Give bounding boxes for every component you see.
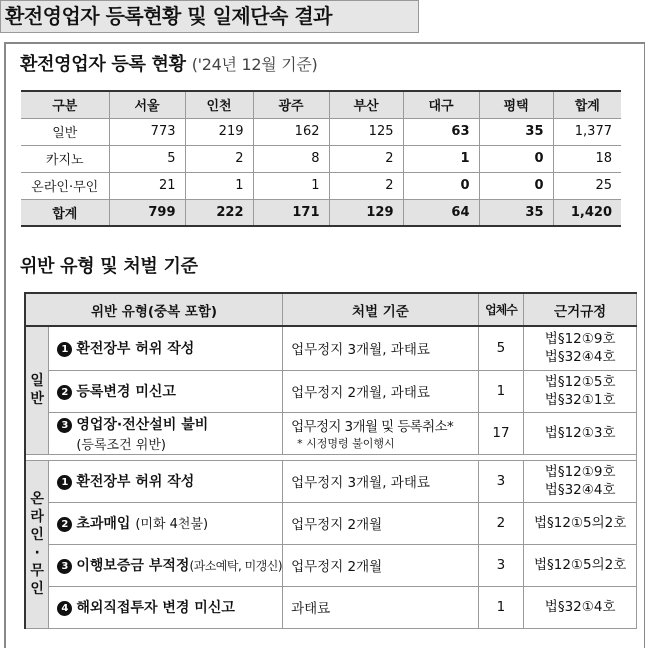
- table-row: [25, 460, 637, 502]
- cell: 21: [109, 172, 185, 199]
- col-header: 구분: [21, 91, 109, 118]
- table-row: [21, 118, 621, 145]
- violation-name-detail: (과소예탁, 미갱신): [189, 559, 283, 573]
- company-count: 1: [478, 370, 524, 412]
- table-row: [21, 145, 621, 172]
- penalty-text: 업무정지 3개월 및 등록취소*: [291, 419, 454, 435]
- legal-basis: [524, 502, 637, 544]
- item-number: 4: [57, 601, 72, 616]
- company-count: 2: [478, 502, 524, 544]
- table-row: [21, 172, 621, 199]
- cell: 0: [479, 145, 553, 172]
- registration-subtitle: ('24년 12월 기준): [191, 55, 318, 74]
- law-ref: 법§12①9호: [544, 331, 616, 348]
- legal-basis: [524, 370, 637, 412]
- violation-name: 환전장부 허위 작성: [76, 474, 195, 490]
- table-row: [25, 370, 637, 412]
- cell: 125: [329, 118, 403, 145]
- cell: 162: [253, 118, 329, 145]
- penalty: [283, 412, 479, 454]
- table-row: [25, 586, 637, 628]
- cell: 63: [403, 118, 479, 145]
- cell: 0: [479, 172, 553, 199]
- col-header: 인천: [185, 91, 253, 118]
- penalty: 업무정지 2개월: [283, 544, 479, 586]
- cell: 219: [185, 118, 253, 145]
- cell: 773: [109, 118, 185, 145]
- cell: 129: [329, 199, 403, 226]
- item-number: 3: [57, 559, 72, 574]
- cell: 2: [185, 145, 253, 172]
- row-label: 합계: [21, 199, 109, 226]
- item-number: 2: [57, 517, 72, 532]
- col-header: 평택: [479, 91, 553, 118]
- col-header: 광주: [253, 91, 329, 118]
- penalty: 업무정지 3개월, 과태료: [283, 326, 479, 370]
- cell: 1: [253, 172, 329, 199]
- law-ref: 법§12①5의2호: [533, 515, 627, 531]
- violation-type: [49, 412, 283, 454]
- violation-name: 환전장부 허위 작성: [76, 341, 195, 358]
- cell: 25: [553, 172, 621, 199]
- row-label: 온라인·무인: [21, 172, 109, 199]
- company-count: 3: [478, 544, 524, 586]
- violation-name: 해외직접투자 변경 미신고: [76, 600, 235, 616]
- legal-basis: [524, 544, 637, 586]
- law-ref: 법§32④4호: [544, 482, 616, 498]
- legal-basis: [524, 586, 637, 628]
- cell: 171: [253, 199, 329, 226]
- legal-basis: [524, 326, 637, 370]
- cell: 799: [109, 199, 185, 226]
- violation-name-detail: (등록조건 위반): [76, 437, 166, 453]
- col-header: 위반 유형(중복 포함): [25, 293, 283, 326]
- penalty-note: * 시정명령 불이행시: [297, 437, 395, 450]
- table-row: [25, 412, 637, 454]
- violations-title: 위반 유형 및 처벌 기준: [20, 256, 198, 277]
- law-ref: 법§32①4호: [544, 599, 616, 615]
- cell: 35: [479, 199, 553, 226]
- law-ref: 법§32①1호: [544, 392, 616, 408]
- cell: 8: [253, 145, 329, 172]
- col-header: 업체수: [478, 293, 524, 326]
- violation-name: 이행보증금 부적정: [76, 558, 190, 574]
- col-header: 대구: [403, 91, 479, 118]
- group-label: [25, 460, 49, 628]
- item-number: 2: [57, 385, 72, 400]
- violation-type: [49, 370, 283, 412]
- item-number: 3: [57, 418, 72, 433]
- violations-section-title: [20, 252, 198, 278]
- table-row: [25, 544, 637, 586]
- registration-section-title: [20, 50, 317, 76]
- penalty: 업무정지 2개월, 과태료: [283, 370, 479, 412]
- total-row: [21, 199, 621, 226]
- violation-type: [49, 544, 283, 586]
- law-ref: 법§12①5의2호: [533, 557, 627, 573]
- penalty: 업무정지 3개월, 과태료: [283, 460, 479, 502]
- col-header: 근거규정: [524, 293, 637, 326]
- violation-type: [49, 586, 283, 628]
- law-ref: 법§12①5호: [544, 374, 616, 390]
- penalty: 과태료: [283, 586, 479, 628]
- company-count: 1: [478, 586, 524, 628]
- violation-type: [49, 502, 283, 544]
- violation-name: 등록변경 미신고: [76, 384, 176, 400]
- cell: 0: [403, 172, 479, 199]
- registration-title: 환전영업자 등록 현황: [20, 54, 186, 75]
- group-label-text: 온라인·무인: [30, 491, 44, 597]
- cell: 18: [553, 145, 621, 172]
- violation-type: [49, 460, 283, 502]
- col-header: 부산: [329, 91, 403, 118]
- page-title: 환전영업자 등록현황 및 일제단속 결과: [0, 0, 419, 33]
- row-label: 카지노: [21, 145, 109, 172]
- company-count: 5: [478, 326, 524, 370]
- cell: 5: [109, 145, 185, 172]
- registration-header-row: [21, 91, 621, 118]
- group-label-text: 일반: [30, 373, 44, 408]
- cell: 2: [329, 145, 403, 172]
- cell: 64: [403, 199, 479, 226]
- company-count: 17: [478, 412, 524, 454]
- company-count: 3: [478, 460, 524, 502]
- cell: 1: [185, 172, 253, 199]
- penalty: 업무정지 2개월: [283, 502, 479, 544]
- cell: 222: [185, 199, 253, 226]
- col-header: 합계: [553, 91, 621, 118]
- col-header: 서울: [109, 91, 185, 118]
- table-row: [25, 502, 637, 544]
- law-ref: 법§12①9호: [544, 464, 616, 480]
- col-header: 처벌 기준: [283, 293, 479, 326]
- item-number: 1: [57, 475, 72, 490]
- violations-header-row: [25, 293, 637, 326]
- violation-name-detail: (미화 4천불): [135, 517, 209, 532]
- item-number: 1: [57, 342, 72, 357]
- legal-basis: [524, 460, 637, 502]
- row-label: 일반: [21, 118, 109, 145]
- group-label: [25, 326, 49, 454]
- cell: 2: [329, 172, 403, 199]
- table-row: [25, 326, 637, 370]
- violation-name: 초과매입: [76, 516, 131, 532]
- cell: 1,420: [553, 199, 621, 226]
- registration-table: [21, 90, 621, 227]
- law-ref: 법§32④4호: [544, 349, 616, 366]
- cell: 1: [403, 145, 479, 172]
- violation-name: 영업장·전산설비 불비: [76, 416, 209, 433]
- cell: 35: [479, 118, 553, 145]
- law-ref: 법§12①3호: [544, 425, 616, 441]
- violations-table: [24, 292, 637, 629]
- legal-basis: [524, 412, 637, 454]
- cell: 1,377: [553, 118, 621, 145]
- violation-type: [49, 326, 283, 370]
